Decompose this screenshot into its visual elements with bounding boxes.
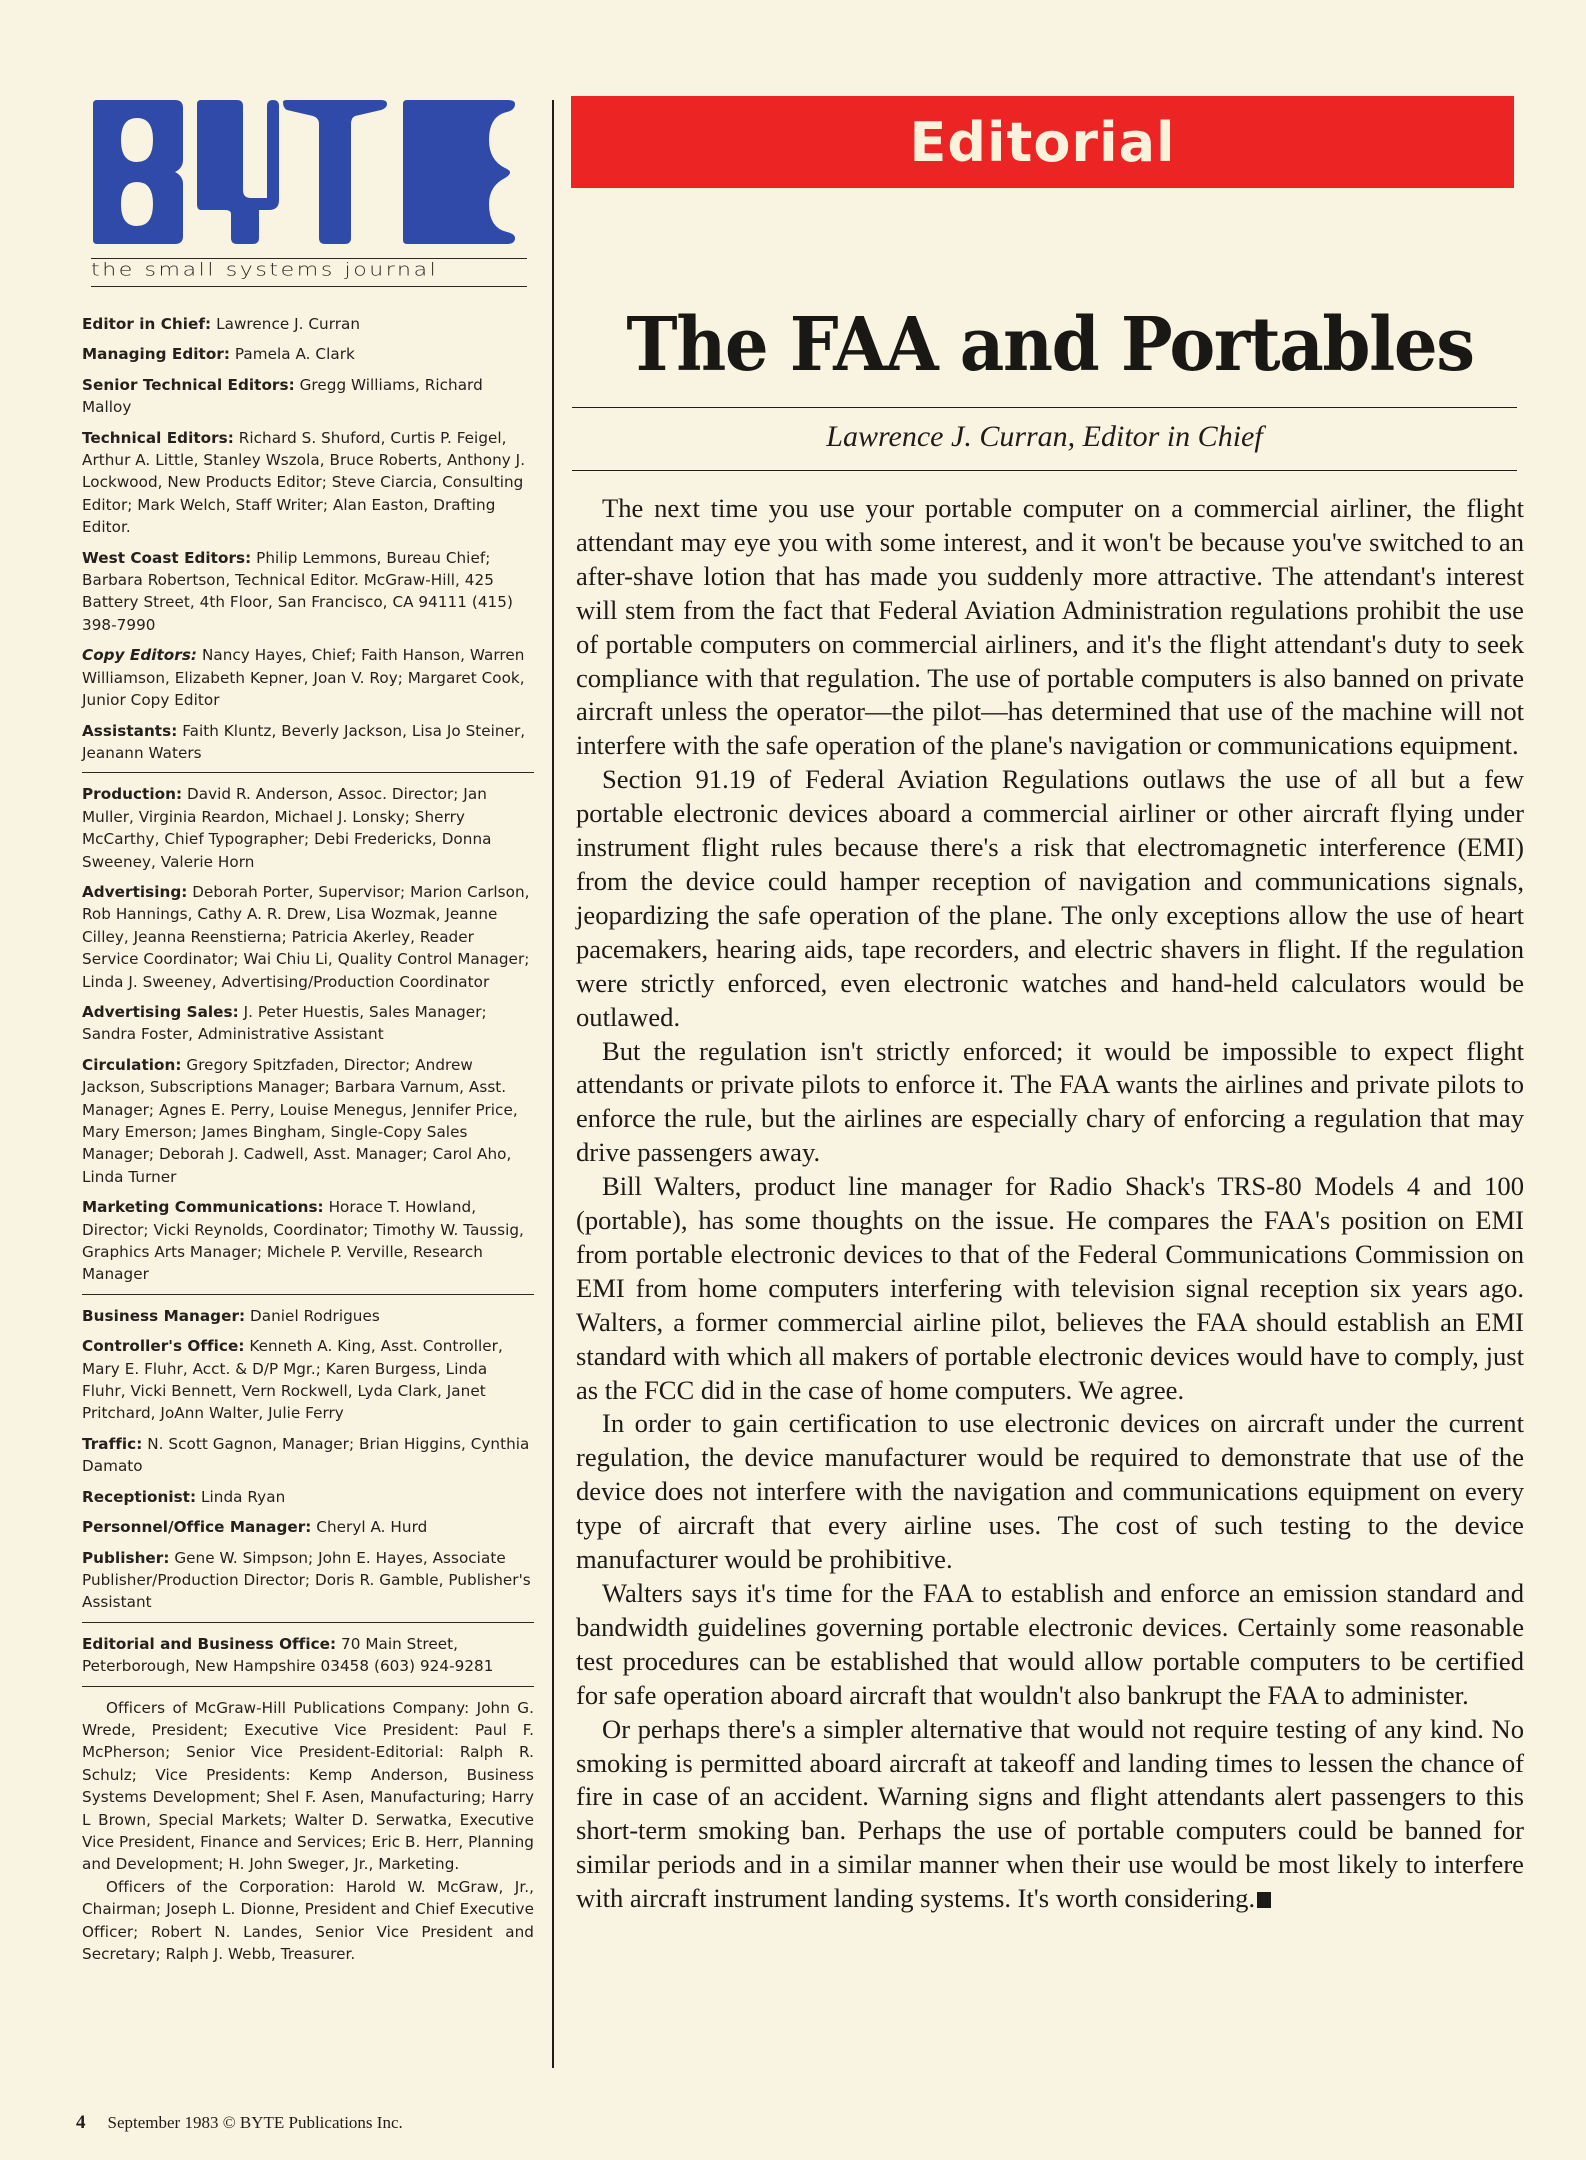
staff-role: Marketing Communications:: [82, 1198, 324, 1217]
staff-names: Horace T. Howland, Director; Vicki Reynolds, Coordinator; Timothy W. Taussig, Graphics Arts Manager; Michele P. Verville, Research Manager: [82, 1198, 524, 1284]
staff-entry-advertising-sales: [82, 1001, 534, 1046]
staff-names: Pamela A. Clark: [234, 345, 355, 364]
staff-entry-west-coast-editors: [82, 547, 534, 637]
article-paragraph-5: In order to gain certification to use electronic devices on aircraft under the current regulation, the device manufacturer would be required to demonstrate that use of the device does not interfere with the navigation and communications equipment on every type of aircraft that every airline uses. The cost of such testing to the device manufacturer would be prohibitive.: [576, 1408, 1524, 1575]
staff-entry-editor-in-chief: [82, 313, 534, 335]
staff-role: Production:: [82, 785, 183, 804]
staff-role: Managing Editor:: [82, 345, 230, 364]
staff-names: Richard S. Shuford, Curtis P. Feigel, Arthur A. Little, Stanley Wszola, Bruce Roberts, Anthony J. Lockwood, New Products Editor; Steve Ciarcia, Consulting Editor; Mark Welch, Staff Writer; Alan Easton, Drafting Editor.: [82, 428, 526, 537]
staff-entry-publisher: [82, 1547, 534, 1614]
section-banner: [571, 96, 1514, 188]
article-paragraph-2: Section 91.19 of Federal Aviation Regulations outlaws the use of all but a few portable electronic devices aboard a commercial airliner or other aircraft flying under instrument flight rules because there's a risk that electromagnetic interference (EMI) from the device could hamper reception of navigation and communications signals, jeopardizing the safe operation of the plane. The only exceptions allow the use of heart pacemakers, hearing aids, tape recorders, and electric shavers in flight. If the regulation were strictly enforced, even electronic watches and hand-held calculators would be outlawed.: [576, 764, 1524, 1032]
section-divider: [82, 772, 534, 773]
article-paragraph-4: Bill Walters, product line manager for Radio Shack's TRS-80 Models 4 and 100 (portable), has some thoughts on the issue. He compares the FAA's position on EMI from portable electronic devices to that of the Federal Communications Commission on EMI from home computers interfering with television signal reception six years ago. Walters, a former commercial airline pilot, believes the FAA should establish an EMI standard with which all makers of portable electronic devices would have to comply, just as the FCC did in the case of home computers. We agree.: [576, 1171, 1524, 1405]
staff-entry-technical-editors: [82, 427, 534, 539]
tagline-box: [91, 258, 527, 287]
staff-role: Traffic:: [82, 1434, 143, 1453]
staff-role: Senior Technical Editors:: [82, 375, 295, 394]
staff-role: West Coast Editors:: [82, 548, 252, 567]
staff-entry-marketing-communications: [82, 1196, 534, 1286]
staff-role: Advertising Sales:: [82, 1002, 239, 1021]
staff-names: Lawrence J. Curran: [216, 315, 361, 333]
staff-entry-managing-editor: [82, 343, 534, 365]
staff-entry-editorial-business-office: [82, 1633, 534, 1678]
staff-names: Gregory Spitzfaden, Director; Andrew Jackson, Subscriptions Manager; Barbara Varnum, Asst. Manager; Agnes E. Perry, Louise Menegus, Jennifer Price, Mary Emerson; James Bingham, Single-Copy Sales Manager; Deborah J. Cadwell, Asst. Manager; Carol Aho, Linda Turner: [82, 1055, 518, 1186]
page-footer: [76, 2112, 403, 2134]
staff-names: N. Scott Gagnon, Manager; Brian Higgins, Cynthia Damato: [82, 1434, 530, 1476]
staff-entry-senior-technical-editors: [82, 374, 534, 419]
column-divider: [552, 100, 554, 2068]
staff-entry-controllers-office: [82, 1335, 534, 1425]
staff-names: Faith Kluntz, Beverly Jackson, Lisa Jo Steiner, Jeanann Waters: [82, 721, 526, 762]
article-paragraph-3: But the regulation isn't strictly enforced; it would be impossible to expect flight attendants or private pilots to enforce it. The FAA wants the airlines and private pilots to enforce the rule, but the airlines are especially chary of enforcing a regulation that may drive passengers away.: [576, 1035, 1524, 1168]
staff-role: Advertising:: [82, 882, 188, 901]
office-address: 70 Main Street, Peterborough, New Hampshire 03458 (603) 924-9281: [82, 1634, 494, 1676]
article-headline: The FAA and Portables: [626, 302, 1474, 388]
masthead-column: [82, 98, 534, 1965]
byline-rule-bottom: [572, 470, 1517, 471]
staff-role: Circulation:: [82, 1055, 182, 1074]
staff-role: Publisher:: [82, 1548, 170, 1567]
staff-entry-traffic: [82, 1433, 534, 1478]
staff-entry-receptionist: [82, 1486, 534, 1508]
staff-names: Daniel Rodrigues: [250, 1306, 380, 1325]
staff-role: Editorial and Business Office:: [82, 1634, 337, 1653]
staff-role: Technical Editors:: [82, 428, 234, 447]
staff-role: Assistants:: [82, 721, 178, 740]
byline-rule-top: [572, 407, 1517, 408]
staff-role: Editor in Chief:: [82, 315, 212, 333]
staff-entry-copy-editors: [82, 644, 534, 711]
staff-role: Copy Editors:: [82, 646, 198, 665]
staff-entry-personnel-office-manager: [82, 1516, 534, 1538]
staff-role: Personnel/Office Manager:: [82, 1518, 312, 1537]
section-divider: [82, 1686, 534, 1687]
staff-names: J. Peter Huestis, Sales Manager; Sandra Foster, Administrative Assistant: [82, 1002, 487, 1044]
section-divider: [82, 1622, 534, 1623]
staff-names: Gregg Williams, Richard Malloy: [82, 375, 483, 417]
issue-line: September 1983 © BYTE Publications Inc.: [107, 2113, 403, 2132]
staff-entry-advertising: [82, 881, 534, 993]
section-label: Editorial: [909, 110, 1176, 174]
byte-logo: [87, 98, 525, 248]
staff-names: Philip Lemmons, Bureau Chief; Barbara Robertson, Technical Editor. McGraw-Hill, 425 Battery Street, 4th Floor, San Francisco, CA 94111 (415) 398-7990: [82, 548, 513, 634]
article-byline: Lawrence J. Curran, Editor in Chief: [826, 420, 1263, 453]
staff-role: Controller's Office:: [82, 1337, 245, 1356]
staff-names: Cheryl A. Hurd: [316, 1518, 428, 1537]
staff-names: Gene W. Simpson; John E. Hayes, Associate Publisher/Production Director; Doris R. Gamble, Publisher's Assistant: [82, 1548, 531, 1612]
staff-entry-circulation: [82, 1054, 534, 1188]
staff-listing: [82, 313, 534, 1965]
staff-entry-production: [82, 783, 534, 873]
staff-entry-business-manager: [82, 1305, 534, 1327]
staff-names: David R. Anderson, Assoc. Director; Jan Muller, Virginia Reardon, Michael J. Lonsky; Sherry McCarthy, Chief Typographer; Debi Fredericks, Donna Sweeney, Valerie Horn: [82, 785, 492, 871]
article-body: [576, 492, 1524, 1916]
officers-corporation: Officers of the Corporation: Harold W. McGraw, Jr., Chairman; Joseph L. Dionne, President and Chief Executive Officer; Robert N. Landes, Senior Vice President and Secretary; Ralph J. Webb, Treasurer.: [82, 1877, 534, 1963]
article-paragraph-7-text: Or perhaps there's a simpler alternative that would not require testing of any kind. No smoking is permitted aboard aircraft at takeoff and landing times to lessen the chance of fire in case of an accident. Warning signs and flight attendants alert passengers to this short-term smoking ban. Perhaps the use of portable computers could be banned for similar periods and in a similar manner when their use would be most likely to interfere with aircraft instrument landing systems. It's worth considering.: [576, 1713, 1524, 1914]
staff-names: Linda Ryan: [201, 1487, 286, 1506]
staff-names: Nancy Hayes, Chief; Faith Hanson, Warren Williamson, Elizabeth Kepner, Joan V. Roy; Margaret Cook, Junior Copy Editor: [82, 646, 525, 710]
staff-names: Kenneth A. King, Asst. Controller, Mary E. Fluhr, Acct. & D/P Mgr.; Karen Burgess, Linda Fluhr, Vicki Bennett, Vern Rockwell, Lyda Clark, Janet Pritchard, JoAnn Walter, Julie Ferry: [82, 1337, 503, 1423]
article-paragraph-7: [576, 1713, 1524, 1916]
page-number: 4: [76, 2112, 86, 2133]
article-paragraph-1: The next time you use your portable computer on a commercial airliner, the flight attendant may eye you with some interest, and it won't be because you've switched to an after-shave lotion that has made you suddenly more attractive. The attendant's interest will stem from the fact that Federal Aviation Administration regulations prohibit the use of portable computers on commercial airliners, and it's the flight attendant's duty to seek compliance with that regulation. The use of portable computers is also banned on private aircraft unless the operator—the pilot—has determined that use of the machine will not interfere with the safe operation of the plane's navigation or communications equipment.: [576, 493, 1524, 761]
officers-publications-company: Officers of McGraw-Hill Publications Company: John G. Wrede, President; Executive Vice President: Paul F. McPherson; Senior Vice President-Editorial: Ralph R. Schulz; Vice Presidents: Kemp Anderson, Business Systems Development; Shel F. Asen, Manufacturing; Harry L Brown, Special Markets; Walter D. Serwatka, Executive Vice President, Finance and Services; Eric B. Herr, Planning and Development; H. John Sweger, Jr., Marketing.: [82, 1698, 534, 1874]
staff-role: Receptionist:: [82, 1487, 197, 1506]
byte-logo-icon: [87, 98, 525, 248]
section-divider: [82, 1294, 534, 1295]
end-of-article-icon: [1257, 1892, 1271, 1908]
staff-names: Deborah Porter, Supervisor; Marion Carlson, Rob Hannings, Cathy A. R. Drew, Lisa Wozmak, Jeanne Cilley, Jeanna Reenstierna; Patricia Akerley, Reader Service Coordinator; Wai Chiu Li, Quality Control Manager; Linda J. Sweeney, Advertising/Production Coordinator: [82, 882, 530, 991]
officers-list: [82, 1697, 534, 1966]
article-paragraph-6: Walters says it's time for the FAA to establish and enforce an emission standard and bandwidth guidelines governing portable electronic devices. Certainly some reasonable test procedures can be established that would allow portable computers to be certified for safe operation aboard aircraft that wouldn't also bankrupt the FAA to administer.: [576, 1578, 1524, 1710]
staff-entry-assistants: [82, 720, 534, 765]
tagline: the small systems journal: [91, 260, 439, 281]
staff-role: Business Manager:: [82, 1306, 246, 1325]
